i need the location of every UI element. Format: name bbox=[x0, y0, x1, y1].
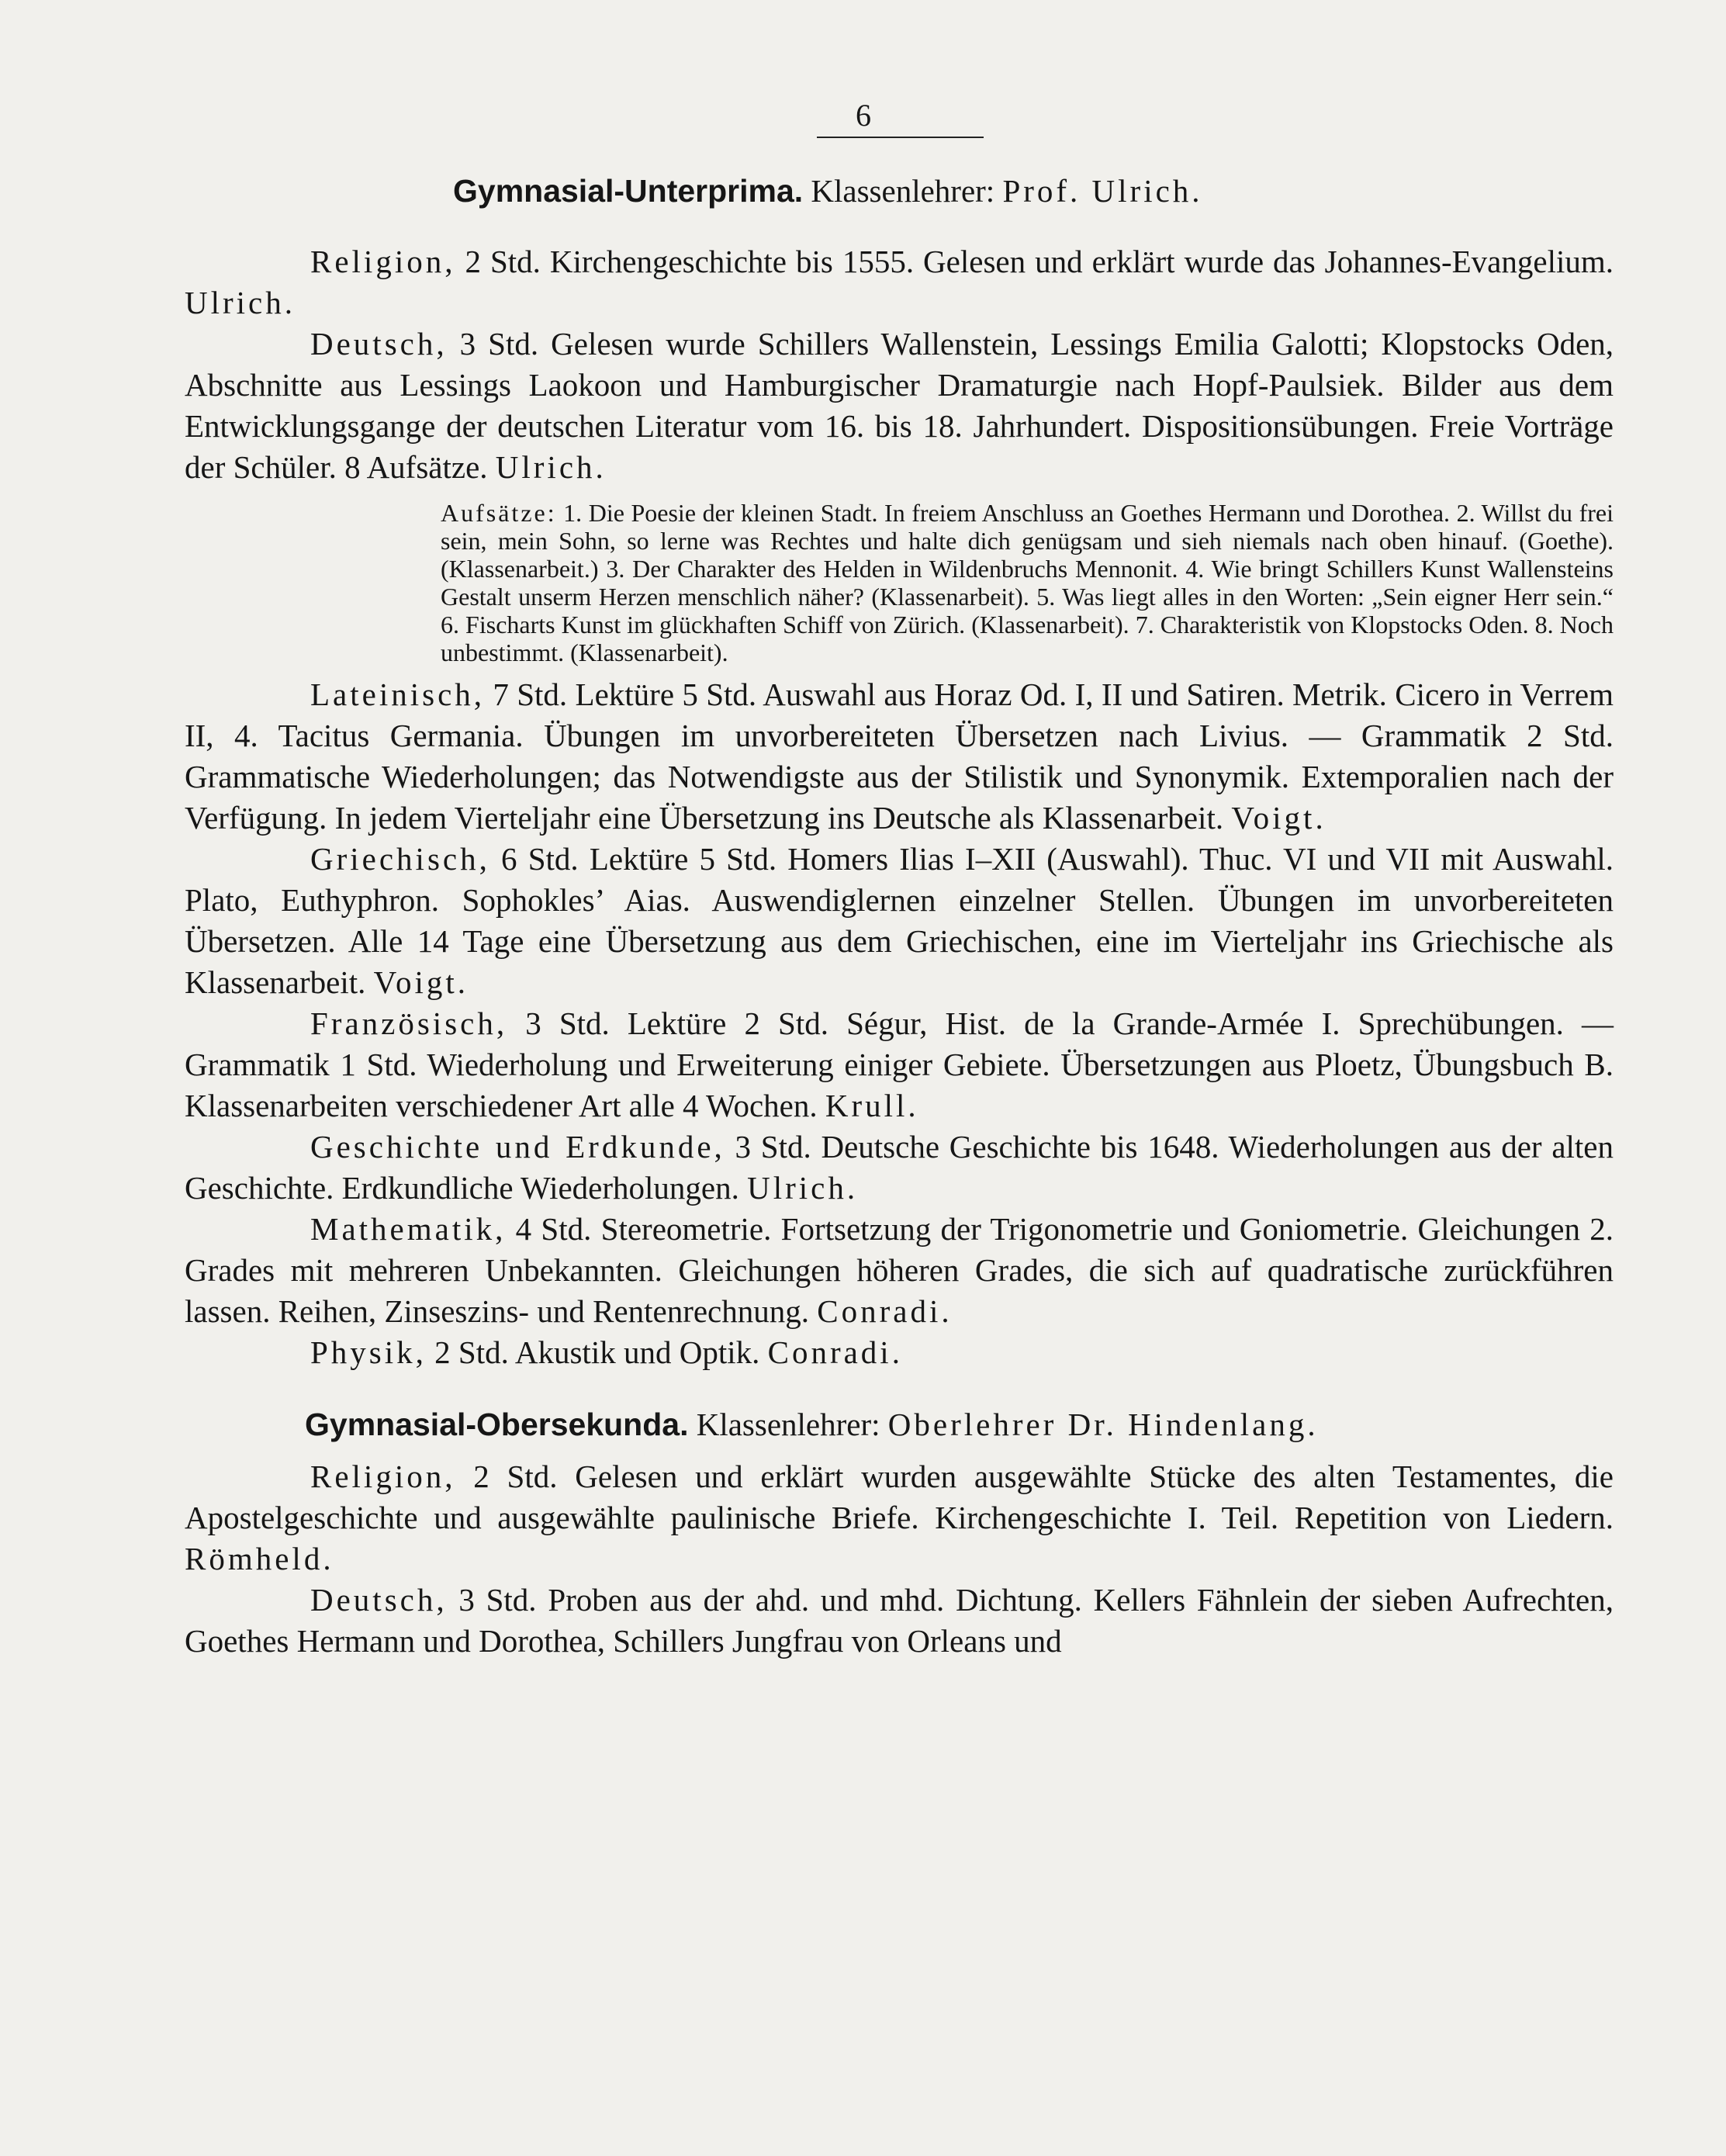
section-heading-unterprima bbox=[185, 171, 1614, 212]
subject-text: Lektüre 5 Std. Homers Ilias I–XII (Auswahl). Thuc. VI und VII mit Auswahl. Plato, Euthyphron. Sophokles’ Aias. Auswendiglernen einzelner Stellen. Übungen im unvorbereiteten Übersetzen. Alle 14 Tage eine Übersetzung aus dem Griechischen, eine im Vierteljahr ins Griechische als Klassenarbeit. bbox=[185, 841, 1614, 1000]
subject-name: Deutsch, bbox=[310, 326, 448, 362]
subject-teacher: Voigt. bbox=[1231, 800, 1326, 836]
subject-text: Akustik und Optik. bbox=[514, 1334, 760, 1370]
subject-hours: 3 Std. bbox=[459, 326, 539, 362]
section-title: Gymnasial-Unterprima. bbox=[453, 173, 804, 209]
subject-deutsch bbox=[185, 324, 1614, 488]
subject-name: Französisch, bbox=[310, 1005, 508, 1041]
subject-text: Kirchengeschichte bis 1555. Gelesen und erklärt wurde das Johannes-Evangelium. bbox=[549, 244, 1614, 279]
subject-text: Gelesen wurde Schillers Wallenstein, Lessings Emilia Galotti; Klopstocks Oden, Abschnitte aus Lessings Laokoon und Hamburgischer Dramaturgie nach Hopf-Paulsiek. Bilder aus dem Entwicklungsgange der deutschen Literatur vom 16. bis 18. Jahrhundert. Dispositionsübungen. Freie Vorträge der Schüler. 8 Aufsätze. bbox=[185, 326, 1614, 485]
subject-teacher: Krull. bbox=[825, 1088, 919, 1123]
page-content bbox=[185, 171, 1614, 1662]
subject-teacher: Ulrich. bbox=[747, 1170, 859, 1206]
subject-hours: 2 Std. bbox=[473, 1459, 558, 1494]
subject-name: Griechisch, bbox=[310, 841, 490, 877]
class-teacher-label: Klassenlehrer: bbox=[696, 1407, 880, 1442]
subject-physik bbox=[185, 1332, 1614, 1373]
subject-teacher: Römheld. bbox=[185, 1541, 334, 1576]
subject-deutsch bbox=[185, 1580, 1614, 1662]
subject-teacher: Ulrich. bbox=[495, 449, 607, 485]
subject-hours: 2 Std. bbox=[434, 1334, 509, 1370]
subject-text: Gelesen und erklärt wurden ausgewählte Stücke des alten Testamentes, die Apostelgeschichte und ausgewählte paulinische Briefe. Kirchengeschichte I. Teil. Repetition von Liedern. bbox=[185, 1459, 1614, 1535]
subject-franzoesisch bbox=[185, 1003, 1614, 1126]
subject-text: Proben aus der ahd. und mhd. Dichtung. Kellers Fähnlein der sieben Aufrechten, Goethes Hermann und Dorothea, Schillers Jungfrau von Orleans und bbox=[185, 1582, 1614, 1659]
subject-hours: 3 Std. bbox=[458, 1582, 537, 1618]
subject-hours: 7 Std. bbox=[493, 677, 568, 712]
subject-text: Lektüre 2 Std. Ségur, Hist. de la Grande-Armée I. Sprechübungen. — Grammatik 1 Std. Wiederholung und Erweiterung einiger Gebiete. Übersetzungen aus Ploetz, Übungsbuch B. Klassenarbeiten verschiedener Art alle 4 Wochen. bbox=[185, 1005, 1614, 1123]
subject-teacher: Conradi. bbox=[817, 1293, 953, 1329]
subject-geschichte bbox=[185, 1126, 1614, 1209]
subject-name: Mathematik, bbox=[310, 1211, 507, 1247]
page-number: 6 bbox=[856, 98, 871, 133]
subject-name: Lateinisch, bbox=[310, 677, 486, 712]
subject-teacher: Voigt. bbox=[373, 964, 469, 1000]
subject-name: Religion, bbox=[310, 1459, 456, 1494]
subject-hours: 4 Std. bbox=[515, 1211, 592, 1247]
subject-name: Physik, bbox=[310, 1334, 427, 1370]
subject-name: Religion, bbox=[310, 244, 456, 279]
subject-hours: 3 Std. bbox=[735, 1129, 811, 1165]
subject-religion bbox=[185, 1456, 1614, 1580]
header-rule bbox=[817, 137, 984, 138]
subject-name: Deutsch, bbox=[310, 1582, 448, 1618]
subject-hours: 6 Std. bbox=[501, 841, 579, 877]
subject-hours: 3 Std. bbox=[525, 1005, 610, 1041]
essay-topics bbox=[441, 499, 1614, 666]
subject-hours: 2 Std. bbox=[465, 244, 541, 279]
subject-teacher: Ulrich. bbox=[185, 285, 296, 320]
subject-text: Deutsche Geschichte bis 1648. Wiederholungen aus der alten Geschichte. Erdkundliche Wiederholungen. bbox=[185, 1129, 1614, 1206]
class-teacher-name: Prof. Ulrich. bbox=[1002, 173, 1203, 209]
essay-topics-text: 1. Die Poesie der kleinen Stadt. In freiem Anschluss an Goethes Hermann und Dorothea. 2. Willst du frei sein, mein Sohn, so lerne was Rechtes und halte dich genügsam und sieh niemals nach oben hinauf. (Goethe). (Klassenarbeit.) 3. Der Charakter des Helden in Wildenbruchs Mennonit. 4. Wie bringt Schillers Kunst Wallensteins Gestalt unserm Herzen menschlich näher? (Klassenarbeit). 5. Was liegt alles in den Worten: „Sein eigner Herr sein.“ 6. Fischarts Kunst im glückhaften Schiff von Zürich. (Klassenarbeit). 7. Charakteristik von Klopstocks Oden. 8. Noch unbestimmt. (Klassenarbeit). bbox=[441, 499, 1614, 666]
subject-latein bbox=[185, 674, 1614, 839]
subject-text: Lektüre 5 Std. Auswahl aus Horaz Od. I, II und Satiren. Metrik. Cicero in Verrem II, 4. Tacitus Germania. Übungen im unvorbereiteten Übersetzen nach Livius. — Grammatik 2 Std. Grammatische Wiederholungen; das Notwendigste aus der Stilistik und Synonymik. Extemporalien nach der Verfügung. In jedem Vierteljahr eine Übersetzung ins Deutsche als Klassenarbeit. bbox=[185, 677, 1614, 836]
section-heading-obersekunda bbox=[185, 1404, 1614, 1445]
subject-mathematik bbox=[185, 1209, 1614, 1332]
section-title: Gymnasial-Obersekunda. bbox=[305, 1407, 689, 1442]
subject-name: Geschichte und Erdkunde, bbox=[310, 1129, 725, 1165]
class-teacher-label: Klassenlehrer: bbox=[811, 173, 995, 209]
subject-teacher: Conradi. bbox=[767, 1334, 903, 1370]
class-teacher-name: Oberlehrer Dr. Hindenlang. bbox=[887, 1407, 1319, 1442]
subject-text: Stereometrie. Fortsetzung der Trigonometrie und Goniometrie. Gleichungen 2. Grades mit mehreren Unbekannten. Gleichungen höheren Grades, die sich auf quadratische zurückführen lassen. Reihen, Zinseszins- und Rentenrechnung. bbox=[185, 1211, 1614, 1329]
subject-griechisch bbox=[185, 839, 1614, 1003]
essay-topics-label: Aufsätze: bbox=[441, 499, 557, 527]
subject-religion bbox=[185, 241, 1614, 324]
